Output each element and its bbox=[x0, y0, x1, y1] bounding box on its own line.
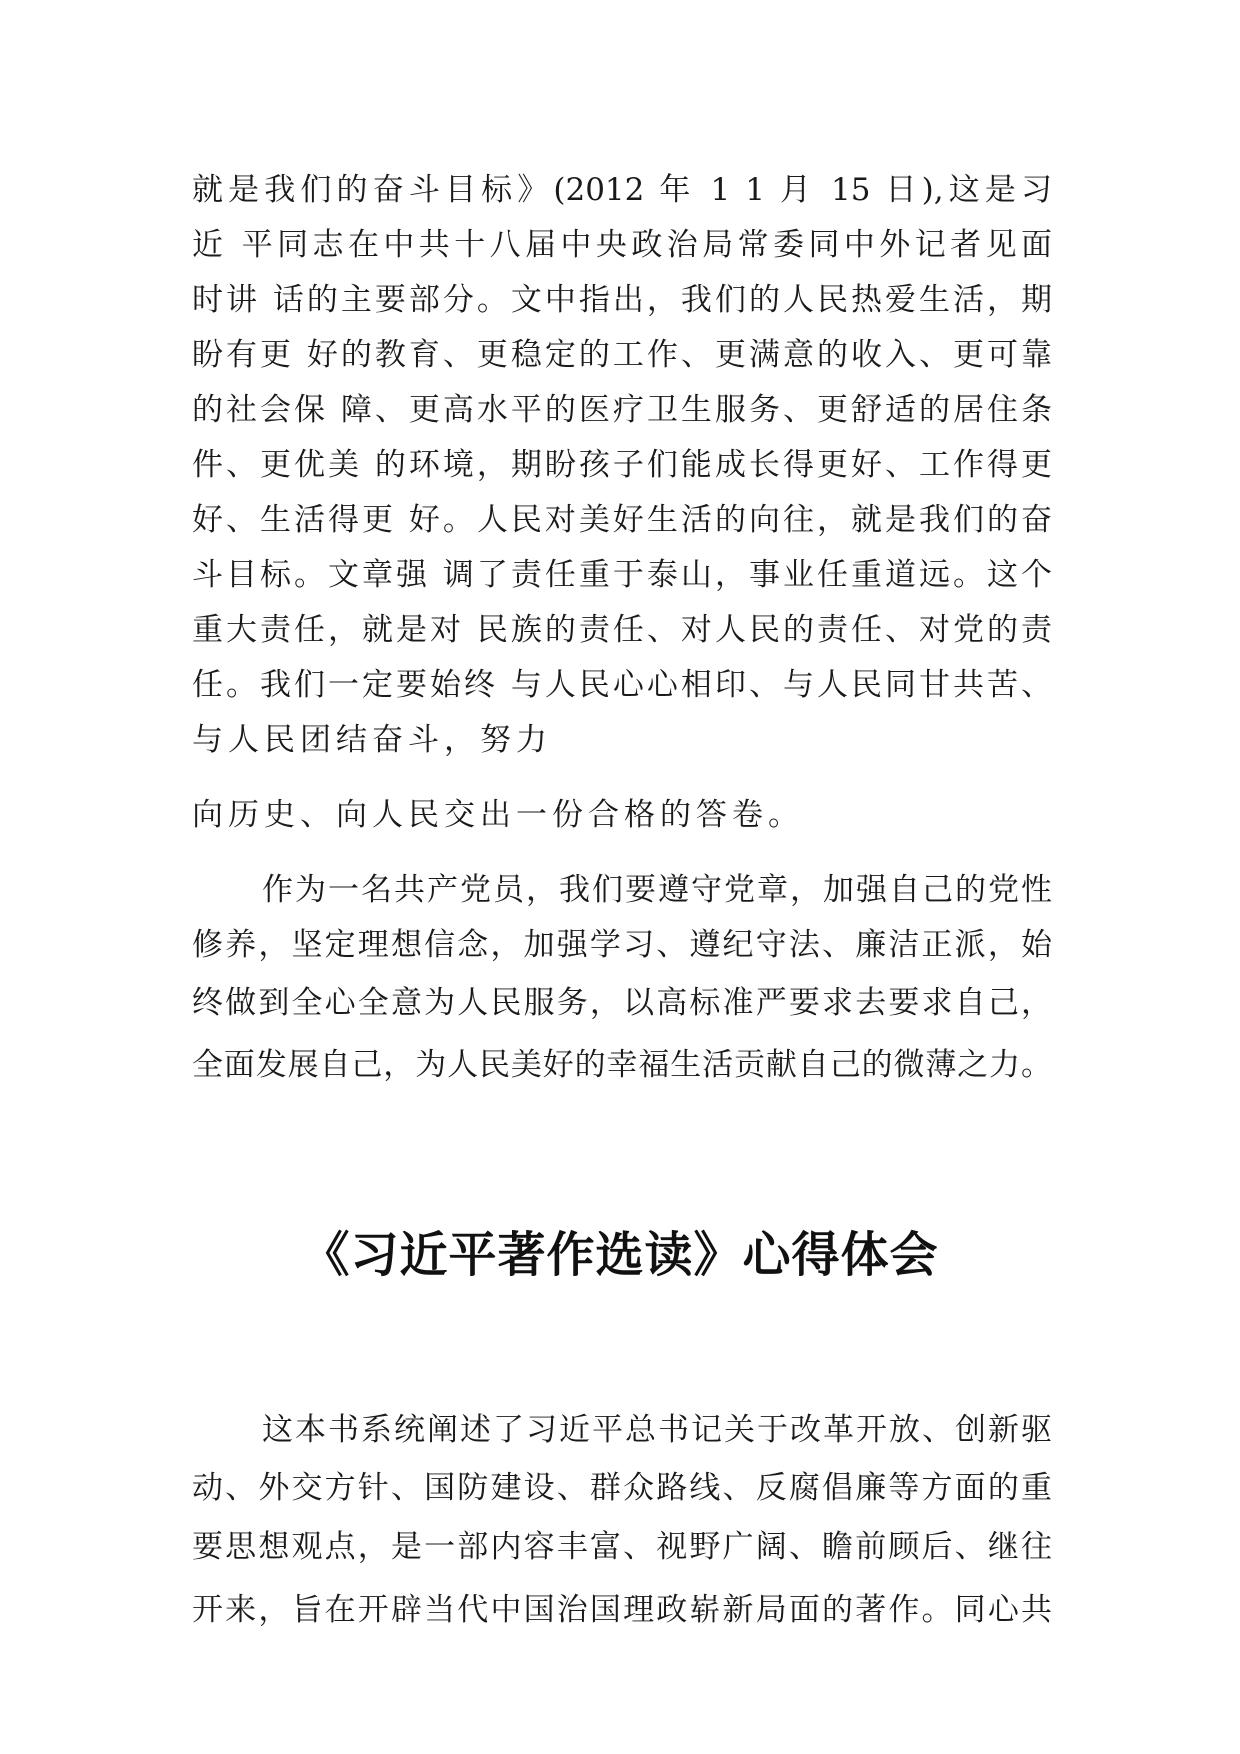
text-line: 终做到全心全意为人民服务，以高标准严要求去要求自己， bbox=[192, 985, 1052, 1021]
text-line: 全面发展自己，为人民美好的幸福生活贡献自己的微薄之力。 bbox=[192, 1047, 1052, 1083]
text-line: 要思想观点，是一部内容丰富、视野广阔、瞻前顾后、继往 bbox=[192, 1529, 1052, 1565]
text-line: 的社会保 障、更高水平的医疗卫生服务、更舒适的居住条 bbox=[192, 392, 1052, 428]
text-line: 斗目标。文章强 调了责任重于泰山，事业任重道远。这个 bbox=[192, 557, 1052, 593]
text-line: 任。我们一定要始终 与人民心心相印、与人民同甘共苦、 bbox=[192, 667, 1052, 703]
text-line: 就是我们的奋斗目标》(2012 年 1 1 月 15 日),这是习 bbox=[192, 172, 1052, 208]
text-line: 与人民团结奋斗，努力 bbox=[192, 722, 552, 758]
text-line: 件、更优美 的环境，期盼孩子们能成长得更好、工作得更 bbox=[192, 447, 1052, 483]
text-line: 盼有更 好的教育、更稳定的工作、更满意的收入、更可靠 bbox=[192, 337, 1052, 373]
text-line: 好、生活得更 好。人民对美好生活的向往，就是我们的奋 bbox=[192, 502, 1052, 538]
text-line: 近 平同志在中共十八届中央政治局常委同中外记者见面 bbox=[192, 227, 1052, 263]
text-line: 动、外交方针、国防建设、群众路线、反腐倡廉等方面的重 bbox=[192, 1470, 1052, 1506]
text-line: 开来，旨在开辟当代中国治国理政崭新局面的著作。同心共 bbox=[192, 1592, 1052, 1628]
text-line: 这本书系统阐述了习近平总书记关于改革开放、创新驱 bbox=[262, 1412, 1052, 1448]
text-line: 重大责任，就是对 民族的责任、对人民的责任、对党的责 bbox=[192, 612, 1052, 648]
text-line: 时讲 话的主要部分。文中指出，我们的人民热爱生活，期 bbox=[192, 282, 1052, 318]
section-heading: 《习近平著作选读》心得体会 bbox=[301, 1227, 939, 1283]
text-line: 修养，坚定理想信念，加强学习、遵纪守法、廉洁正派，始 bbox=[192, 927, 1052, 963]
text-line: 作为一名共产党员，我们要遵守党章，加强自己的党性 bbox=[262, 872, 1052, 908]
text-line: 向历史、向人民交出一份合格的答卷。 bbox=[192, 797, 804, 833]
